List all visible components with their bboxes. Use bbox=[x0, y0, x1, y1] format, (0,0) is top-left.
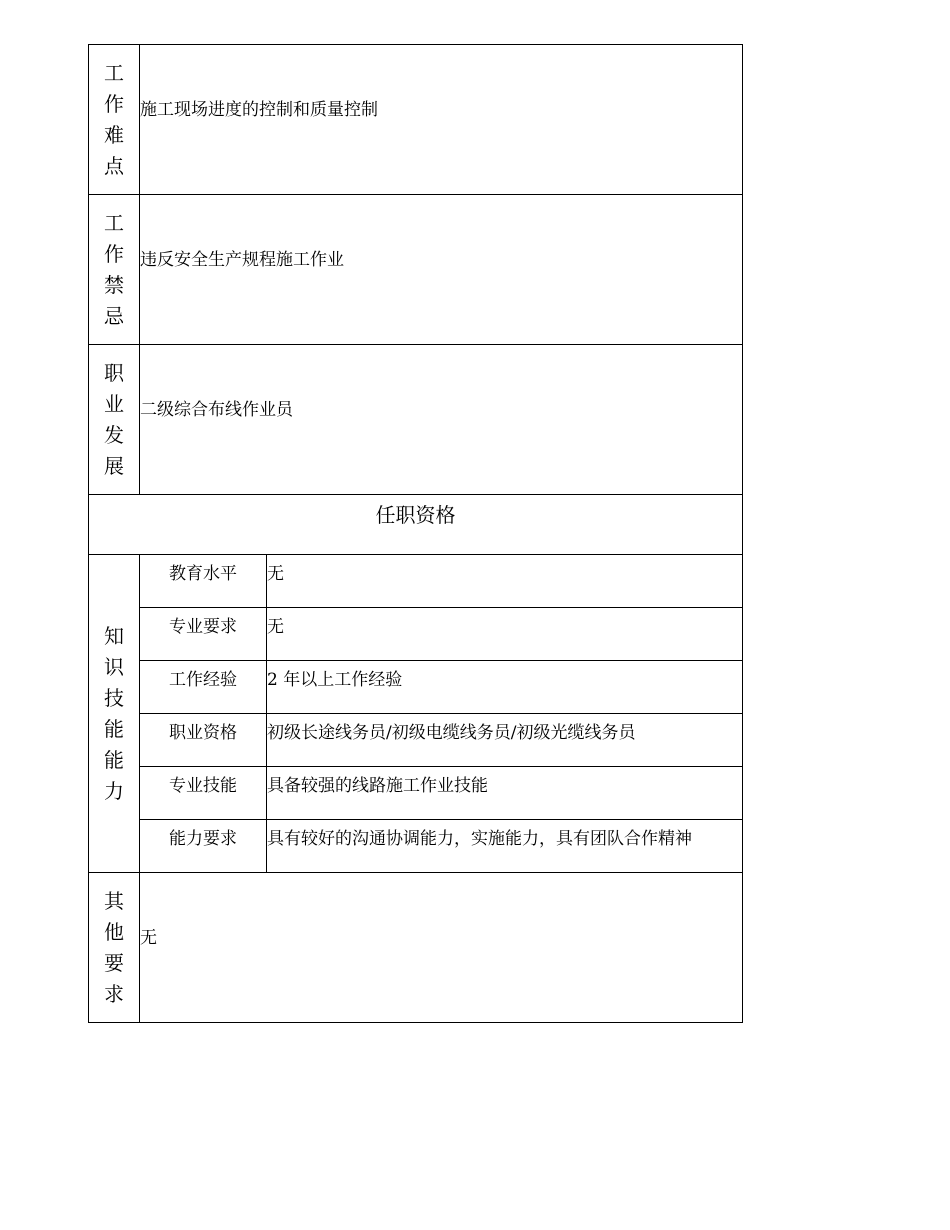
work-taboo-value: 违反安全生产规程施工作业 bbox=[140, 195, 743, 345]
education-level-label: 教育水平 bbox=[140, 555, 267, 608]
qualification-row bbox=[89, 555, 743, 608]
work-difficulty-value: 施工现场进度的控制和质量控制 bbox=[140, 45, 743, 195]
professional-qualification-label: 职业资格 bbox=[140, 714, 267, 767]
section-title: 任职资格 bbox=[89, 495, 743, 555]
qualification-row bbox=[89, 820, 743, 873]
career-development-label: 职 业 发 展 bbox=[89, 345, 140, 495]
row-other-requirements bbox=[89, 873, 743, 1023]
ability-requirement-value: 具有较好的沟通协调能力，实施能力，具有团队合作精神 bbox=[267, 820, 743, 873]
job-description-sheet bbox=[88, 44, 743, 1023]
row-work-difficulty bbox=[89, 45, 743, 195]
work-experience-label: 工作经验 bbox=[140, 661, 267, 714]
professional-qualification-value: 初级长途线务员/初级电缆线务员/初级光缆线务员 bbox=[267, 714, 743, 767]
row-work-taboo bbox=[89, 195, 743, 345]
work-taboo-label: 工 作 禁 忌 bbox=[89, 195, 140, 345]
qualification-row bbox=[89, 661, 743, 714]
ability-requirement-label: 能力要求 bbox=[140, 820, 267, 873]
other-requirements-value: 无 bbox=[140, 873, 743, 1023]
professional-skill-label: 专业技能 bbox=[140, 767, 267, 820]
professional-skill-value: 具备较强的线路施工作业技能 bbox=[267, 767, 743, 820]
qualification-row bbox=[89, 714, 743, 767]
job-qualification-table bbox=[88, 44, 743, 1023]
education-level-value: 无 bbox=[267, 555, 743, 608]
knowledge-skills-label: 知 识 技 能 能 力 bbox=[89, 555, 140, 873]
work-experience-value: 2 年以上工作经验 bbox=[267, 661, 743, 714]
career-development-value: 二级综合布线作业员 bbox=[140, 345, 743, 495]
other-requirements-label: 其 他 要 求 bbox=[89, 873, 140, 1023]
row-career-development bbox=[89, 345, 743, 495]
qualification-row bbox=[89, 767, 743, 820]
qualification-row bbox=[89, 608, 743, 661]
work-difficulty-label: 工 作 难 点 bbox=[89, 45, 140, 195]
row-section-title bbox=[89, 495, 743, 555]
major-requirement-value: 无 bbox=[267, 608, 743, 661]
major-requirement-label: 专业要求 bbox=[140, 608, 267, 661]
